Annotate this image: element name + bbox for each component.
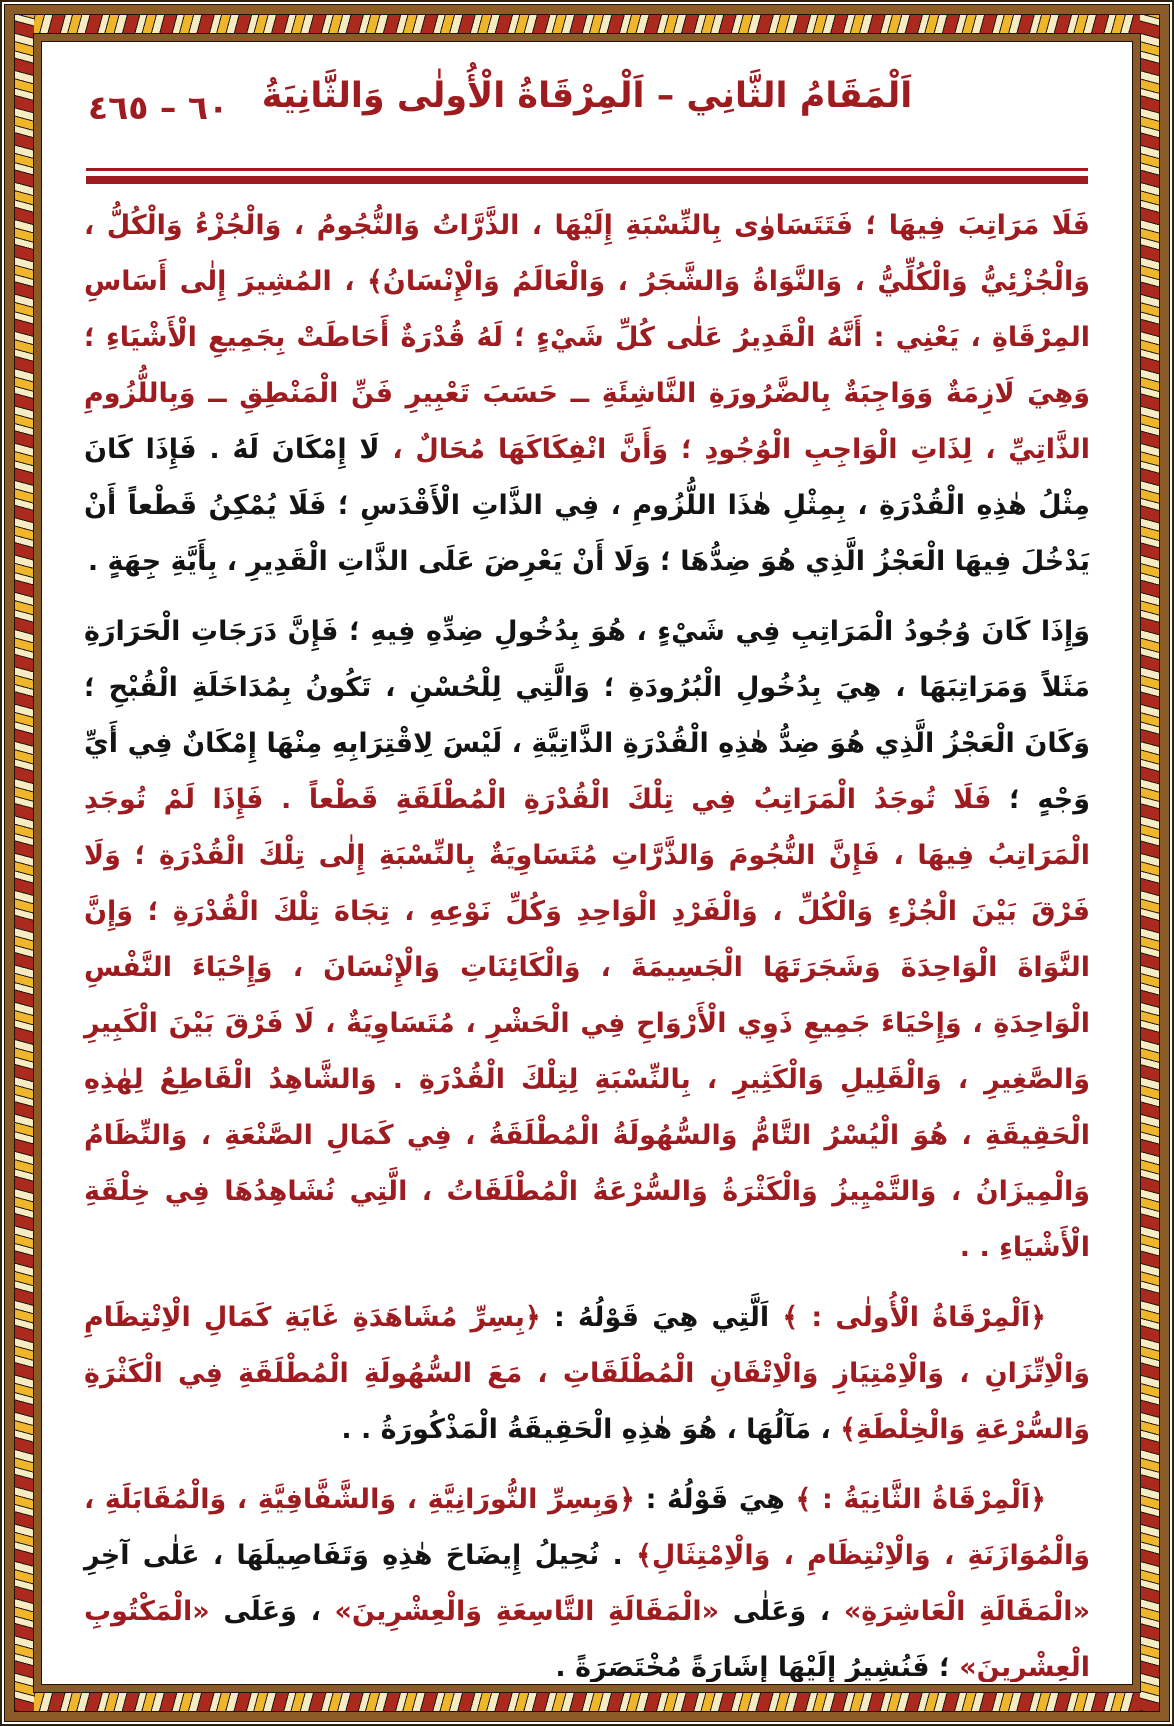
text-segment-black: لَا إِمْكَانَ لَهُ . فَإِذَا كَانَ مِثْلُ هٰذِهِ الْقُدْرَةِ ، بِمِثْلِ هٰذَا اللُّزُومِ ، فِي الذَّاتِ الْأَقْدَسِ ؛ فَلَا يُمْكِنُ قَطْعاً أَنْ يَدْخُلَ فِيهَا الْعَجْزُ الَّذِي هُوَ ضِدُّهَا ؛ وَلَا أَنْ يَعْرِضَ عَلَى الذَّاتِ الْقَدِيرِ ، بِأَيَّةِ جِهَةٍ . [84,434,1090,577]
text-segment-red: ﴿بِسِرِّ مُشَاهَدَةِ غَايَةِ كَمَالِ الْاِنْتِظَامِ وَالْاِتِّزَانِ ، وَالْاِمْتِيَازِ وَالْاِتْقَانِ الْمُطْلَقَاتِ ، مَعَ السُّهُولَةِ الْمُطْلَقَةِ فِي الْكَثْرَةِ وَالسُّرْعَةِ وَالْخِلْطَةِ﴾ [84,1302,1090,1445]
text-segment-black: هِيَ قَوْلُهُ : [634,1484,785,1515]
page-content [44,44,1130,1682]
text-segment-black: . نُحِيلُ إِيضَاحَ هٰذِهِ وَتَفَاصِيلَهَا ، عَلٰى آخِرِ [84,1540,637,1571]
text-segment-red: «الْمَقَالَةِ التَّاسِعَةِ وَالْعِشْرِينَ» [334,1596,720,1627]
page-number: ٦٠ – ٤٦٥ [88,88,229,127]
border-chain-strip-right [1140,15,1159,1711]
text-segment-red: «الْمَكْتُوبِ الْعِشْرِينَ» [84,1596,1090,1682]
text-segment-black: ، وَعَلٰى [719,1596,844,1627]
page-header [84,58,1090,162]
body-paragraph [84,198,1090,590]
text-segment-black: ، مَآلُهَا ، هُوَ هٰذِهِ الْحَقِيقَةُ الْمَذْكُورَةُ . . [341,1414,841,1445]
border-chain-strip-bottom [15,1692,1159,1711]
text-segment-red: فَلَا مَرَاتِبَ فِيهَا ؛ فَتَتَسَاوٰى بِالنِّسْبَةِ إِلَيْهَا ، الذَّرَّاتُ وَالنُّجُومُ ، وَالْجُزْءُ وَالْكُلُّ ، وَالْجُزْئِيُّ وَالْكُلِّيُّ ، وَالنَّوَاةُ وَالشَّجَرُ ، وَالْعَالَمُ وَالْإِنْسَانُ﴾ ، المُشِيرَ إِلٰى أَسَاسِ المِرْقَاةِ ، يَعْنِي : أَنَّهُ الْقَدِيرُ عَلٰى كُلِّ شَيْءٍ ؛ لَهُ قُدْرَةٌ أَحَاطَتْ بِجَمِيعِ الْأَشْيَاءِ ؛ وَهِيَ لَازِمَةٌ وَوَاجِبَةٌ بِالضَّرُورَةِ النَّاشِئَةِ ــ حَسَبَ تَعْبِيرِ فَنِّ الْمَنْطِقِ ــ وَبِاللُّزُومِ الذَّاتِيِّ ، لِذَاتِ الْوَاجِبِ الْوُجُودِ ؛ وَأَنَّ انْفِكَاكَهَا مُحَالٌ ، [84,210,1090,465]
text-segment-black: وَإِذَا كَانَ وُجُودُ الْمَرَاتِبِ فِي شَيْءٍ ، هُوَ بِدُخُولِ ضِدِّهِ فِيهِ ؛ فَإِنَّ دَرَجَاتِ الْحَرَارَةِ مَثَلاً وَمَرَاتِبَهَا ، هِيَ بِدُخُولِ الْبُرُودَةِ ؛ وَالَّتِي لِلْحُسْنِ ، تَكُونُ بِمُدَاخَلَةِ الْقُبْحِ ؛ وَكَانَ الْعَجْزُ الَّذِي هُوَ ضِدُّ هٰذِهِ الْقُدْرَةِ الذَّاتِيَّةِ ، لَيْسَ لِاقْتِرَابِهِ مِنْهَا إِمْكَانٌ فِي أَيِّ وَجْهٍ ؛ [84,616,1091,815]
body-text [84,198,1090,1682]
text-segment-red: فَلَا تُوجَدُ الْمَرَاتِبُ فِي تِلْكَ الْقُدْرَةِ الْمُطْلَقَةِ قَطْعاً . فَإِذَا لَمْ تُوجَدِ الْمَرَاتِبُ فِيهَا ، فَإِنَّ النُّجُومَ وَالذَّرَّاتِ مُتَسَاوِيَةٌ بِالنِّسْبَةِ إِلٰى تِلْكَ الْقُدْرَةِ ؛ وَلَا فَرْقَ بَيْنَ الْجُزْءِ وَالْكُلِّ ، وَالْفَرْدِ الْوَاحِدِ وَكُلِّ نَوْعِهِ ، تِجَاهَ تِلْكَ الْقُدْرَةِ ؛ وَإِنَّ النَّوَاةَ الْوَاحِدَةَ وَشَجَرَتَهَا الْجَسِيمَةَ ، وَالْكَائِنَاتِ وَالْإِنْسَانَ ، وَإِحْيَاءَ النَّفْسِ الْوَاحِدَةِ ، وَإِحْيَاءَ جَمِيعِ ذَوِي الْأَرْوَاحِ فِي الْحَشْرِ ، مُتَسَاوِيَةٌ ، لَا فَرْقَ بَيْنَ الْكَبِيرِ وَالصَّغِيرِ ، وَالْقَلِيلِ وَالْكَثِيرِ ، بِالنِّسْبَةِ لِتِلْكَ الْقُدْرَةِ . وَالشَّاهِدُ الْقَاطِعُ لِهٰذِهِ الْحَقِيقَةِ ، هُوَ الْيُسْرُ التَّامُّ وَالسُّهُولَةُ الْمُطْلَقَةُ ، فِي كَمَالِ الصَّنْعَةِ ، وَالنِّظَامُ وَالْمِيزَانُ ، وَالتَّمْيِيزُ وَالْكَثْرَةُ وَالسُّرْعَةُ الْمُطْلَقَاتُ ، الَّتِي نُشَاهِدُهَا فِي خِلْقَةِ الْأَشْيَاءِ . . [84,784,1090,1263]
header-divider-rule [86,168,1088,184]
body-paragraph [84,604,1090,1276]
text-segment-red: «الْمَقَالَةِ الْعَاشِرَةِ» [843,1596,1091,1627]
body-paragraph [84,1290,1090,1458]
page-title: اَلْمَقَامُ الثَّانِي – اَلْمِرْقَاةُ الْأُولٰى وَالثَّانِيَةُ [261,76,913,116]
body-paragraph [84,1472,1090,1682]
text-segment-red: ﴿وَبِسِرِّ النُّورَانِيَّةِ ، وَالشَّفَّافِيَّةِ ، وَالْمُقَابَلَةِ ، وَالْمُوَازَنَةِ ، وَالْاِنْتِظَامِ ، وَالْاِمْتِثَالِ﴾ [84,1484,1090,1571]
border-chain-strip-top [15,15,1159,34]
text-segment-black: ، وَعَلَى [209,1596,335,1627]
text-segment-red: ﴿اَلْمِرْقَاةُ الثَّانِيَةُ : ﴾ [784,1484,1046,1515]
text-segment-black: اَلَّتِي هِيَ قَوْلُهُ : [540,1302,770,1333]
text-segment-red: ﴿اَلْمِرْقَاةُ الْأُولٰى : ﴾ [769,1302,1046,1333]
border-chain-strip-left [15,15,34,1711]
text-segment-black: ؛ فَنُشِيرُ إِلَيْهَا إِشَارَةً مُخْتَصَرَةً . [555,1652,960,1682]
